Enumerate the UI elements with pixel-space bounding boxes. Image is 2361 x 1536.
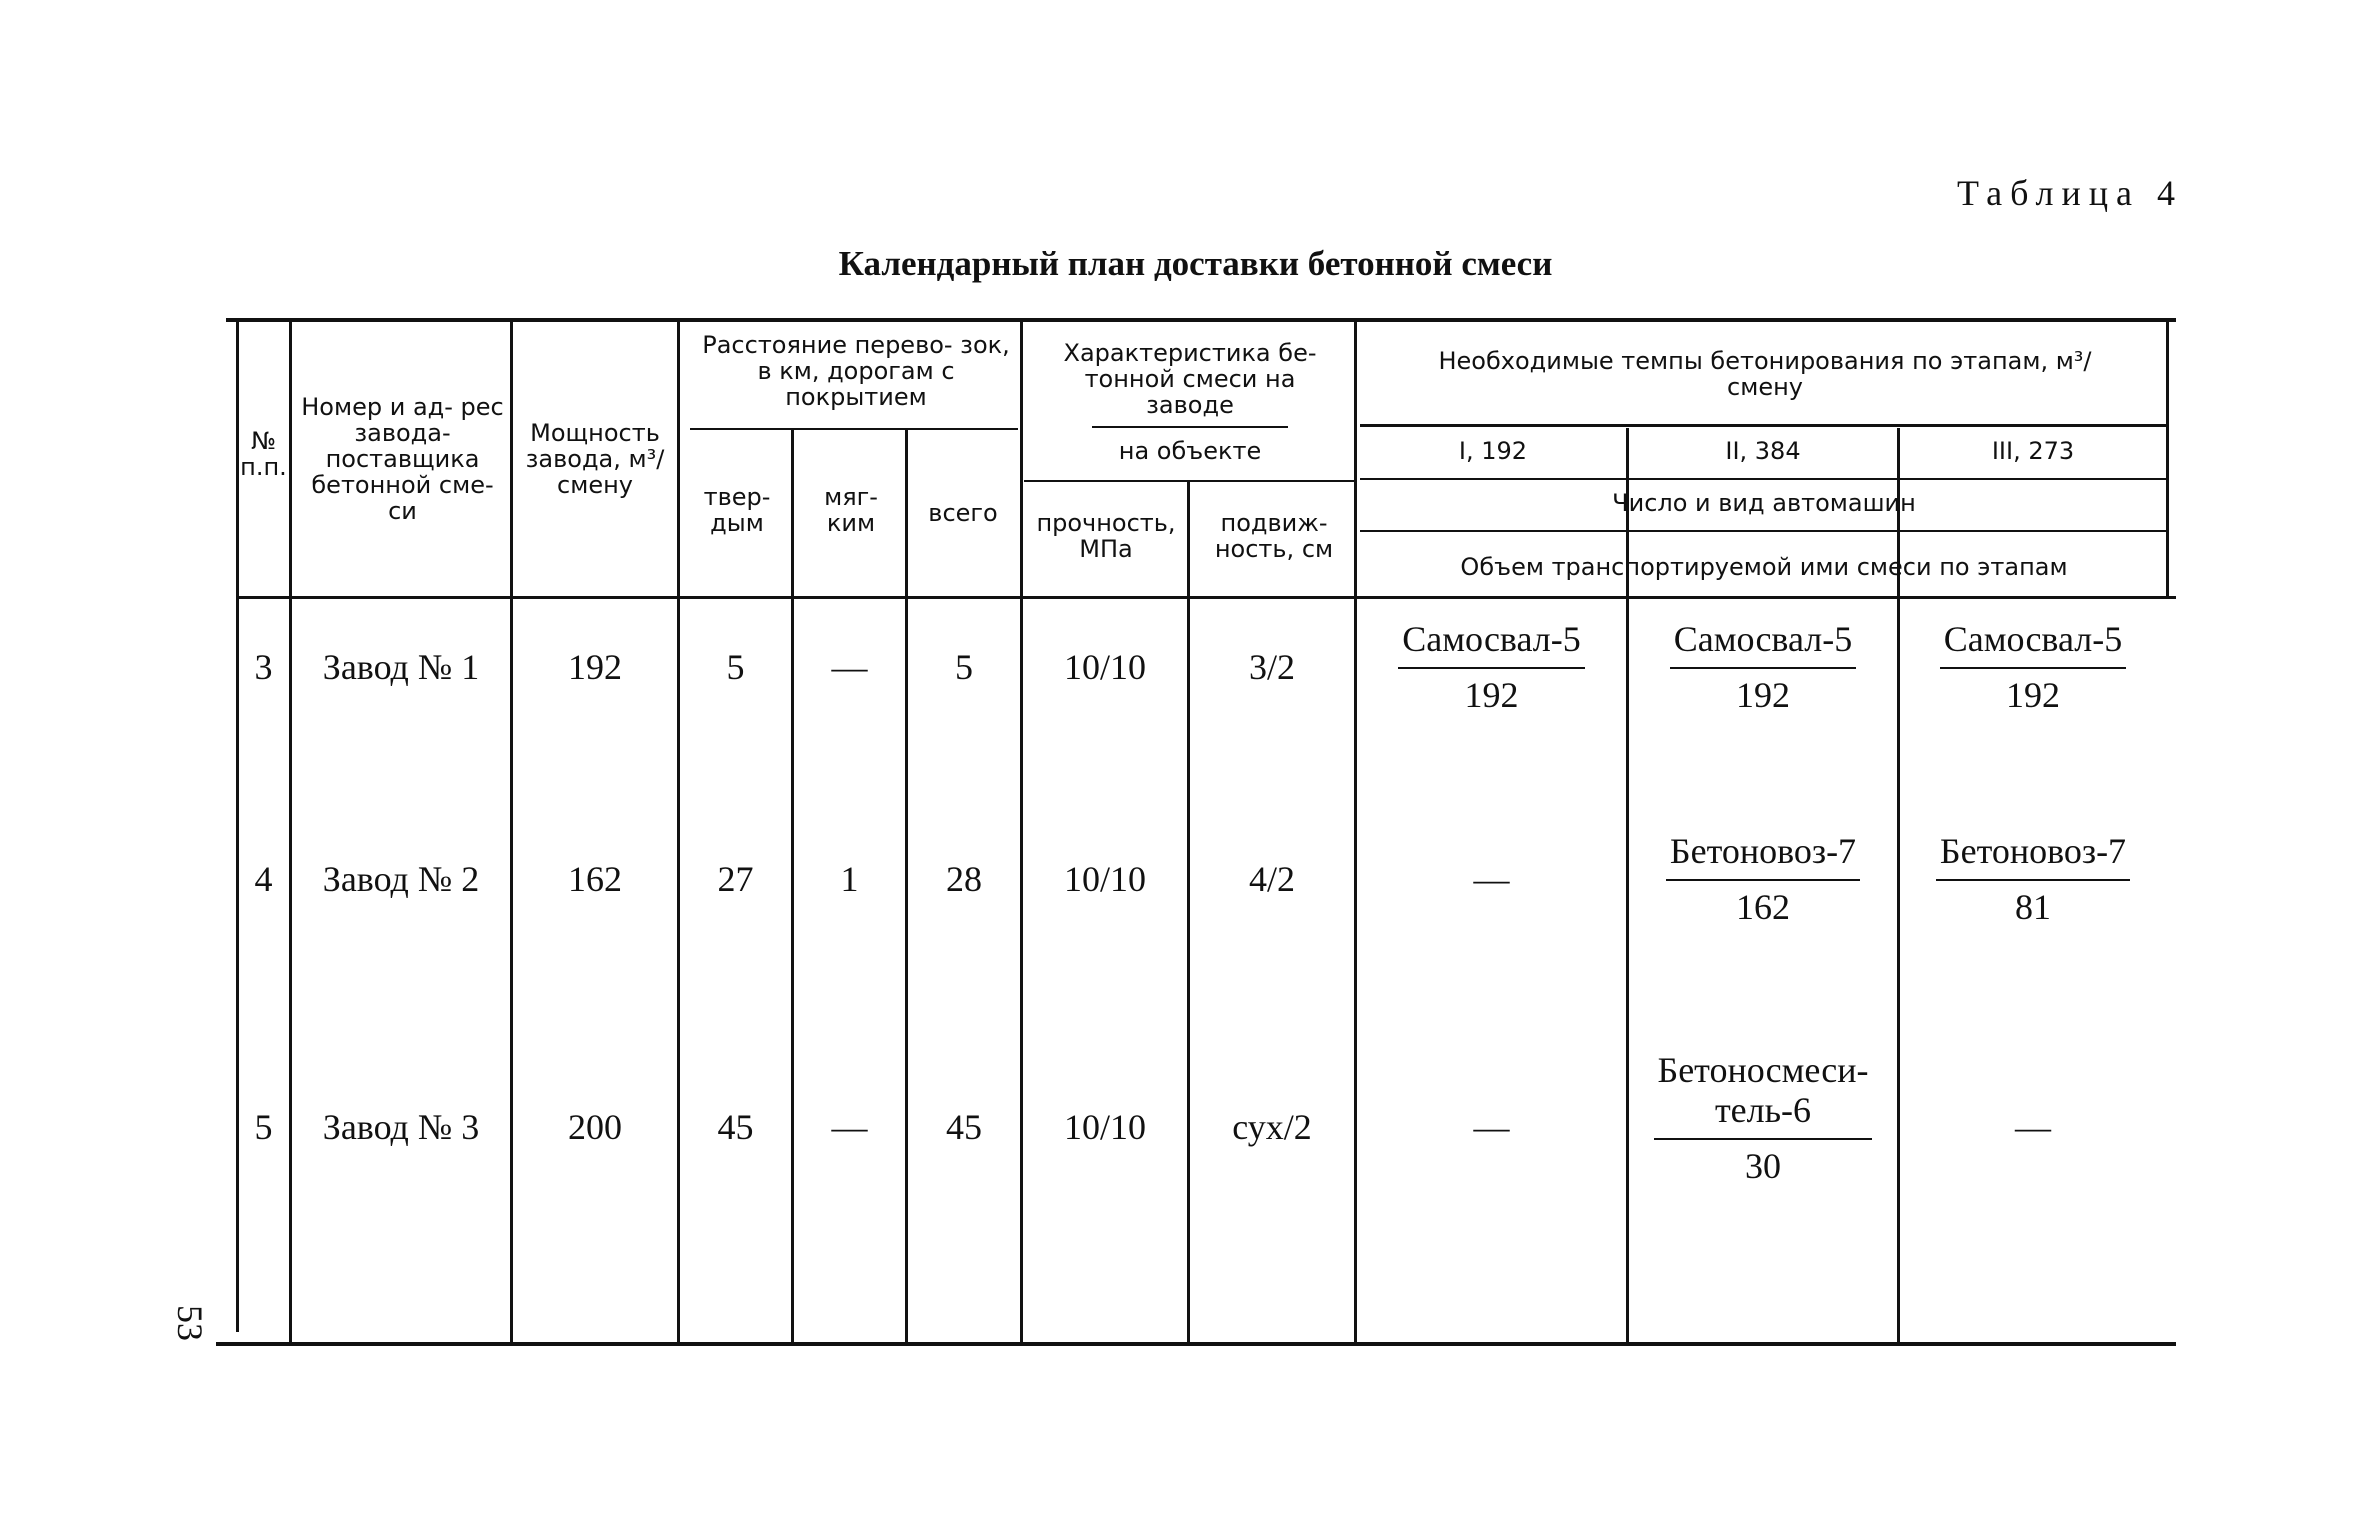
header-mobility: подвиж- ность, см <box>1214 509 1334 563</box>
header-plant: Номер и ад- рес завода- поставщика бетонной сме- си <box>301 393 504 525</box>
cell-mobility: 4/2 <box>1248 859 1295 899</box>
cell-num: 3 <box>254 647 273 687</box>
col-border-3 <box>510 320 513 1342</box>
stage-volume: 30 <box>1745 1146 1781 1186</box>
stage-vehicle: Бетоновоз-7 <box>1666 831 1860 881</box>
header-dist-soft: мяг- ким <box>824 483 878 537</box>
stage-volume: 192 <box>1464 675 1519 715</box>
cell-capacity: 192 <box>568 647 622 687</box>
stage-vehicle-line1: Бетоносмеси- <box>1657 1050 1869 1090</box>
stage-vehicle: Самосвал-5 <box>1940 619 2126 669</box>
cell-hard: 27 <box>717 859 754 899</box>
stage-volume: 81 <box>2015 887 2051 927</box>
cell-total: 5 <box>955 647 973 687</box>
header-stage-1: I, 192 <box>1458 437 1528 465</box>
cell-plant: Завод № 3 <box>322 1107 480 1147</box>
header-vehicles: Число и вид автомашин <box>1612 489 1916 517</box>
cell-strength: 10/10 <box>1063 1107 1146 1147</box>
page-number: 53 <box>170 1305 210 1341</box>
cell-soft: — <box>831 1107 868 1147</box>
cell-hard: 5 <box>726 647 745 687</box>
stage-vehicle: Самосвал-5 <box>1670 619 1856 669</box>
stage-vehicle: Самосвал-5 <box>1398 619 1584 669</box>
cell-num: 4 <box>254 859 273 899</box>
header-strength: прочность, МПа <box>1036 509 1176 563</box>
header-dist-hard: твер- дым <box>703 483 771 537</box>
rule-distance-sub <box>690 428 1018 430</box>
col-border-4 <box>677 320 680 1342</box>
rule-top <box>226 318 2176 322</box>
cell-hard: 45 <box>717 1107 754 1147</box>
cell-mobility: сух/2 <box>1232 1107 1312 1147</box>
header-num: № п.п. <box>240 427 287 481</box>
cell-total: 45 <box>946 1107 982 1147</box>
col-border-7 <box>1020 320 1023 1342</box>
rule-bottom <box>216 1342 2176 1346</box>
stage-volume: 192 <box>1736 675 1790 715</box>
header-on-site: на объекте <box>1118 437 1262 465</box>
stage-vehicle <box>1654 1050 1873 1140</box>
col-border-9 <box>1354 320 1357 1342</box>
header-stage-2: II, 384 <box>1725 437 1801 465</box>
cell-stage-3 <box>1900 618 2166 715</box>
cell-strength: 10/10 <box>1063 647 1146 687</box>
cell-stage-1: — <box>1473 859 1510 899</box>
rule-stages-sub <box>1360 478 2168 480</box>
cell-num: 5 <box>254 1107 273 1147</box>
cell-soft: — <box>831 647 868 687</box>
rule-factory-underline <box>1092 426 1288 428</box>
header-distance: Расстояние перево- зок, в км, дорогам с покрытием <box>702 331 1010 411</box>
table-title: Календарный план доставки бетонной смеси <box>838 244 1553 283</box>
cell-stage-3 <box>1900 830 2166 927</box>
col-border-8 <box>1187 482 1190 1342</box>
cell-stage-2 <box>1629 830 1897 927</box>
rule-header-bottom <box>236 596 2176 599</box>
header-volume: Объем транспортируемой ими смеси по этапам <box>1460 553 2068 581</box>
stage-vehicle: Бетоновоз-7 <box>1936 831 2130 881</box>
header-characteristic: Характеристика бе- тонной смеси на заводе <box>1063 339 1317 419</box>
rule-vehicles-sub <box>1360 530 2168 532</box>
cell-stage-3: — <box>2015 1107 2051 1147</box>
header-rates: Необходимые темпы бетонирования по этапам, м³/смену <box>1438 347 2092 401</box>
col-border-2 <box>289 320 292 1342</box>
header-dist-total: всего <box>928 499 998 527</box>
header-capacity: Мощность завода, м³/смену <box>525 419 665 499</box>
cell-stage-2 <box>1629 618 1897 715</box>
cell-stage-1: — <box>1473 1107 1510 1147</box>
stage-volume: 192 <box>2006 675 2060 715</box>
cell-soft: 1 <box>840 859 859 899</box>
rule-rates-sub <box>1360 424 2168 427</box>
cell-plant: Завод № 2 <box>322 859 480 899</box>
cell-mobility: 3/2 <box>1248 647 1295 687</box>
table-label: Таблица 4 <box>1957 173 2183 213</box>
cell-stage-1 <box>1357 618 1626 715</box>
cell-plant: Завод № 1 <box>322 647 480 687</box>
stage-vehicle-line2: тель-6 <box>1714 1090 1812 1130</box>
stage-volume: 162 <box>1736 887 1790 927</box>
cell-capacity: 200 <box>568 1107 622 1147</box>
cell-total: 28 <box>946 859 982 899</box>
cell-capacity: 162 <box>568 859 622 899</box>
header-stage-3: III, 273 <box>1991 437 2075 465</box>
cell-stage-2 <box>1629 1050 1897 1186</box>
cell-strength: 10/10 <box>1063 859 1146 899</box>
